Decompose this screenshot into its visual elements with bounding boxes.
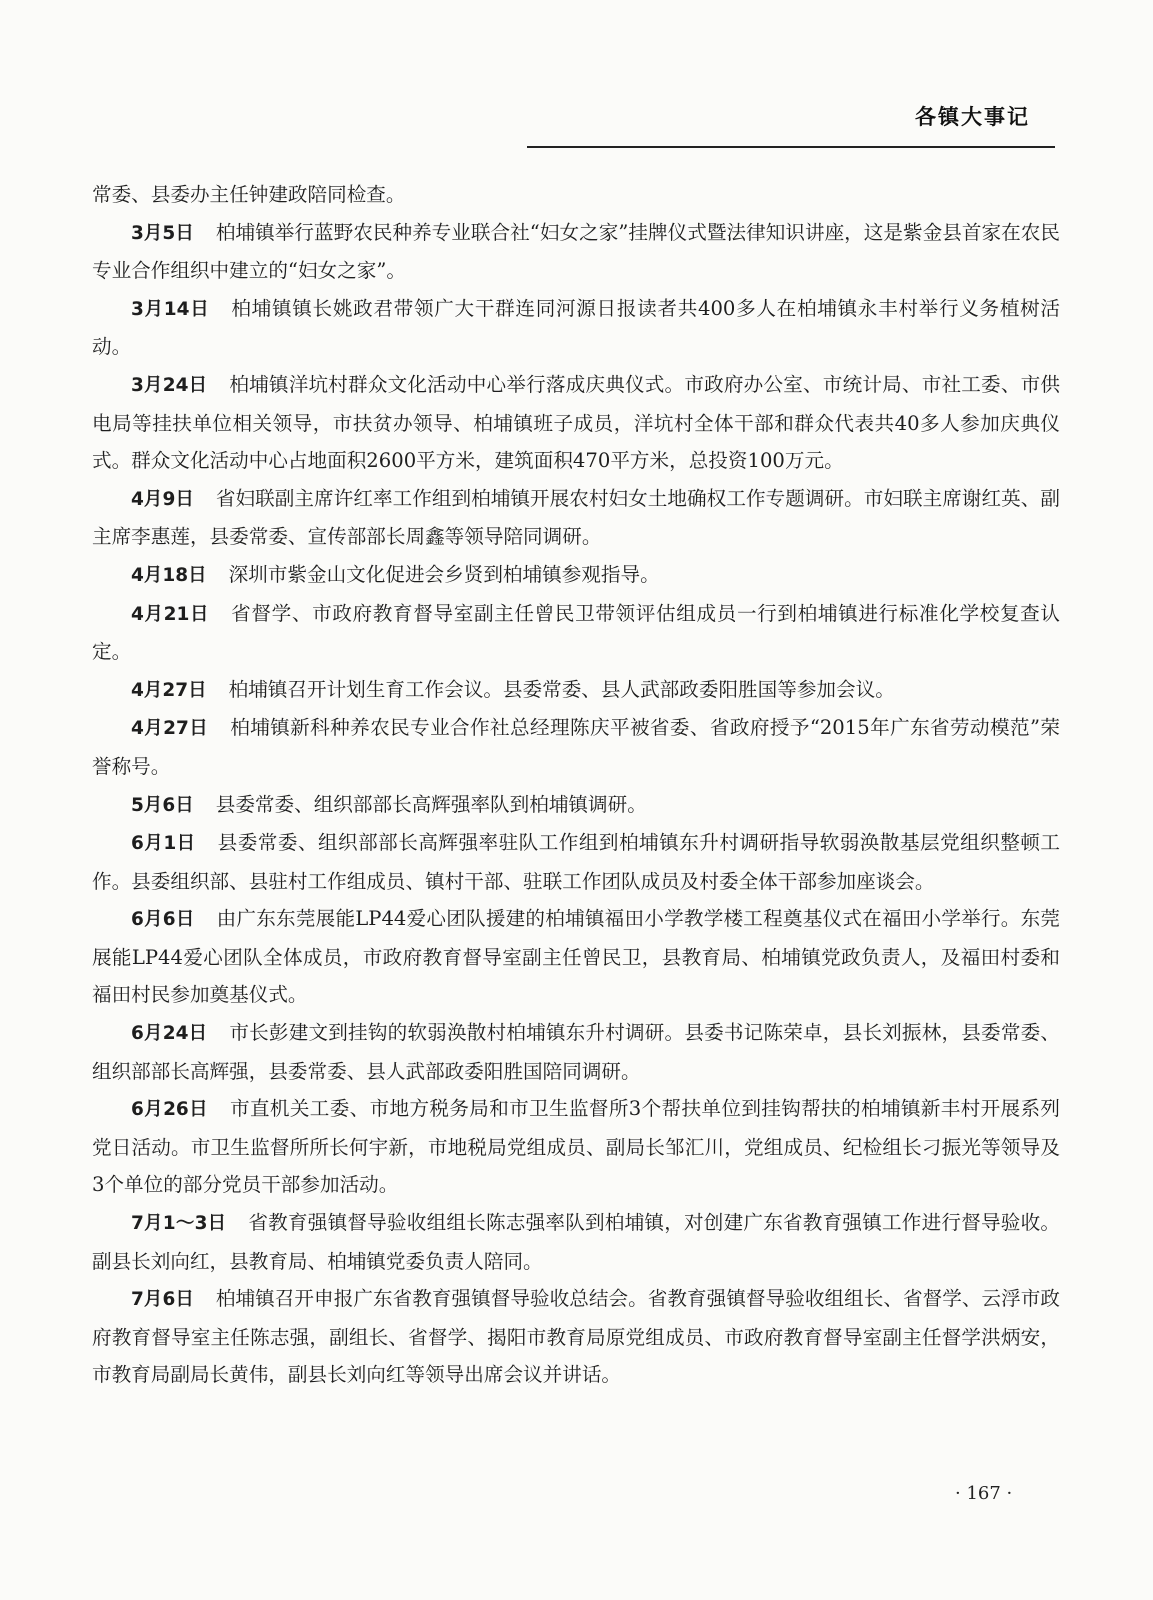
chronicle-body — [92, 176, 1060, 1394]
entry-text: 柏埔镇镇长姚政君带领广大干群连同河源日报读者共400多人在柏埔镇永丰村举行义务植树活动。 — [92, 296, 1060, 359]
entry-date: 4月27日 — [131, 679, 207, 701]
chronicle-entry — [92, 556, 1060, 595]
chronicle-entry — [92, 290, 1060, 366]
chronicle-entry — [92, 900, 1060, 1014]
entries-list — [92, 214, 1060, 1394]
chronicle-entry — [92, 214, 1060, 290]
chronicle-entry — [92, 671, 1060, 710]
entry-date: 6月6日 — [131, 909, 195, 931]
entry-text: 柏埔镇新科种养农民专业合作社总经理陈庆平被省委、省政府授予“2015年广东省劳动模范”荣誉称号。 — [92, 716, 1060, 778]
entry-text: 柏埔镇洋坑村群众文化活动中心举行落成庆典仪式。市政府办公室、市统计局、市社工委、市供电局等挂扶单位相关领导，市扶贫办领导、柏埔镇班子成员，洋坑村全体干部和群众代表共40多人参加庆典仪式。群众文化活动中心占地面积2600平方米，建筑面积470平方米，总投资100万元。 — [92, 372, 1060, 473]
entry-date: 4月18日 — [131, 564, 207, 586]
entry-text: 县委常委、组织部部长高辉强率队到柏埔镇调研。 — [215, 792, 647, 816]
entry-date: 3月24日 — [131, 374, 208, 396]
entry-date: 4月27日 — [131, 718, 209, 740]
entry-date: 6月26日 — [131, 1099, 209, 1121]
entry-text: 深圳市紫金山文化促进会乡贤到柏埔镇参观指导。 — [228, 562, 660, 586]
entry-text: 县委常委、组织部部长高辉强率驻队工作组到柏埔镇东升村调研指导软弱涣散基层党组织整顿工作。县委组织部、县驻村工作组成员、镇村干部、驻联工作团队成员及村委全体干部参加座谈会。 — [92, 831, 1060, 893]
entry-text: 柏埔镇召开计划生育工作会议。县委常委、县人武部政委阳胜国等参加会议。 — [228, 677, 895, 701]
chronicle-entry — [92, 1280, 1060, 1394]
entry-date: 3月14日 — [131, 298, 210, 320]
continuation-paragraph: 常委、县委办主任钟建政陪同检查。 — [92, 183, 406, 206]
entry-date: 7月6日 — [131, 1289, 194, 1311]
entry-text: 由广东东莞展能LP44爱心团队援建的柏埔镇福田小学教学楼工程奠基仪式在福田小学举行。东莞展能LP44爱心团队全体成员，市政府教育督导室副主任曾民卫，县教育局、柏埔镇党政负责人，及福田村委和福田村民参加奠基仪式。 — [92, 907, 1060, 1007]
chronicle-entry — [92, 786, 1060, 825]
chronicle-entry — [92, 480, 1060, 556]
entry-text: 省教育强镇督导验收组组长陈志强率队到柏埔镇，对创建广东省教育强镇工作进行督导验收。副县长刘向红，县教育局、柏埔镇党委负责人陪同。 — [92, 1211, 1061, 1273]
entry-date: 7月1～3日 — [131, 1213, 227, 1235]
chronicle-entry — [92, 1204, 1060, 1280]
entry-text: 柏埔镇举行蓝野农民种养专业联合社“妇女之家”挂牌仪式暨法律知识讲座，这是紫金县首家在农民专业合作组织中建立的“妇女之家”。 — [92, 220, 1060, 283]
entry-date: 4月9日 — [131, 488, 194, 510]
header-rule — [527, 146, 1055, 148]
chronicle-entry — [92, 709, 1060, 785]
entry-text: 市长彭建文到挂钩的软弱涣散村柏埔镇东升村调研。县委书记陈荣卓，县长刘振林，县委常委、组织部部长高辉强，县委常委、县人武部政委阳胜国陪同调研。 — [92, 1021, 1060, 1083]
entry-text: 省妇联副主席许红率工作组到柏埔镇开展农村妇女土地确权工作专题调研。市妇联主席谢红英、副主席李惠莲，县委常委、宣传部部长周鑫等领导陪同调研。 — [92, 486, 1061, 549]
entry-date: 6月1日 — [131, 833, 196, 855]
entry-date: 5月6日 — [131, 794, 194, 816]
entry-text: 市直机关工委、市地方税务局和市卫生监督所3个帮扶单位到挂钩帮扶的柏埔镇新丰村开展系列党日活动。市卫生监督所所长何宇新，市地税局党组成员、副局长邹汇川，党组成员、纪检组长刁振光等领导及3个单位的部分党员干部参加活动。 — [92, 1097, 1061, 1197]
entry-text: 柏埔镇召开申报广东省教育强镇督导验收总结会。省教育强镇督导验收组组长、省督学、云浮市政府教育督导室主任陈志强，副组长、省督学、揭阳市教育局原党组成员、市政府教育督导室副主任督学洪炳安，市教育局副局长黄伟，副县长刘向红等领导出席会议并讲话。 — [92, 1287, 1061, 1387]
entry-date: 4月21日 — [131, 603, 210, 625]
chronicle-entry — [92, 595, 1060, 671]
section-title: 各镇大事记 — [915, 105, 1030, 129]
chronicle-entry — [92, 1090, 1060, 1204]
chronicle-entry — [92, 366, 1060, 480]
entry-date: 3月5日 — [131, 222, 194, 244]
chronicle-entry — [92, 1014, 1060, 1090]
chronicle-entry — [92, 824, 1060, 900]
entry-date: 6月24日 — [131, 1023, 208, 1045]
entry-text: 省督学、市政府教育督导室副主任曾民卫带领评估组成员一行到柏埔镇进行标准化学校复查认定。 — [92, 601, 1060, 664]
page-number: · 167 · — [955, 1483, 1013, 1504]
